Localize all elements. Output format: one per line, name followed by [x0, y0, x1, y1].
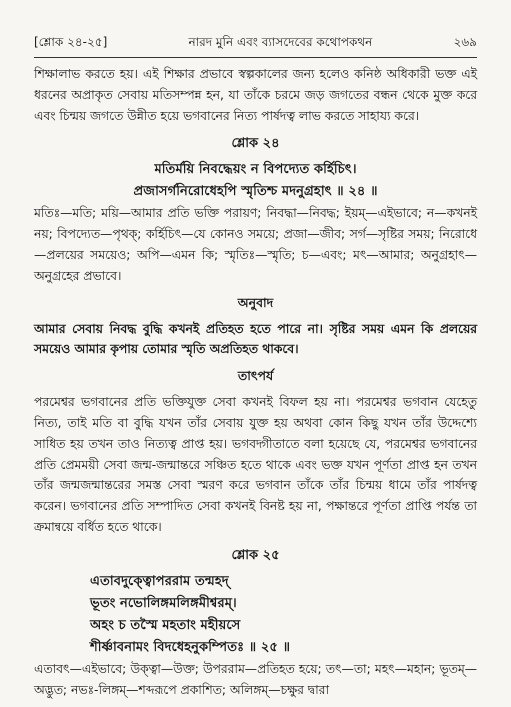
page-number: ২৬৯: [453, 35, 477, 49]
running-header: [34, 34, 477, 58]
verse-25-line-4: শীর্ষ্ণাবনামং বিদধেহনুকম্পিতঃ ॥ ২৫ ॥: [90, 639, 291, 655]
verse-24-title: শ্লোক ২৪: [231, 136, 280, 152]
intro-paragraph: শিক্ষালাভ করতে হয়। এই শিক্ষার প্রভাবে স্বল্পকালের জন্য হলেও কনিষ্ঠ অধিকারী ভক্ত এই ধরনের অপ্রাকৃত সেবায় মতিসম্পন্ন হন, যা তাঁকে চরমে জড় জগতের বন্ধন থেকে মুক্ত করে এবং চিন্ময় জগতে উন্নীত হয়ে ভগবানের নিত্য পার্ষদত্ব লাভ করতে সাহায্য করে।: [34, 67, 477, 123]
verse-25-line-1: এতাবদুক্ত্বোপররাম তন্মহদ্: [90, 573, 229, 589]
verse-25-line-3: অহং চ তস্মৈ মহতাং মহীয়সে: [90, 617, 241, 633]
header-chapter-title: নারদ মুনি এবং ব্যাসদেবের কথোপকথন: [188, 35, 373, 49]
verse-24-line-1: মতির্ময়ি নিবদ্ধেয়ং ন বিপদ্যেত কর্হিচিৎ।: [154, 162, 357, 178]
header-verse-range: [শ্লোক ২৪-২৫]: [34, 35, 108, 49]
verse-24-line-2: প্রজাসর্গনিরোধেহপি স্মৃতিশ্চ মদনুগ্রহাৎ ॥ ২৪ ॥: [133, 184, 378, 200]
verse-25-line-2: ভূতং নভোলিঙ্গমলিঙ্গমীশ্বরম্।: [90, 595, 237, 611]
verse-24-synonyms: মতিঃ—মতি; ময়ি—আমার প্রতি ভক্তি পরায়ণ; নিবদ্ধা—নিবদ্ধ; ইয়ম্—এইভাবে; ন—কখনই নয়; বিপদ্যেত—পৃথক্; কর্হিচিৎ—যে কোনও সময়ে; প্রজা—জীব; সর্গ—সৃষ্টির সময়; নিরোধে—প্রলয়ের সময়েও; অপি—এমন কি; স্মৃতিঃ—স্মৃতি; চ—এবং; মৎ—আমার; অনুগ্রহাৎ—অনুগ্রহের প্রভাবে।: [34, 206, 477, 283]
verse-24-purport: পরমেশ্বর ভগবানের প্রতি ভক্তিযুক্ত সেবা কখনই বিফল হয় না। পরমেশ্বর ভগবান যেহেতু নিত্য, তাই মতি বা বুদ্ধি যখন তাঁর সেবায় যুক্ত হয় অথবা কোন কিছু যখন তাঁর উদ্দেশ্যে সাধিত হয় তখন তাও নিত্যত্ব প্রাপ্ত হয়। ভগবদ্গীতাতে বলা হয়েছে যে, পরমেশ্বর ভগবানের প্রতি প্রেমময়ী সেবা জন্ম-জন্মান্তরে সঞ্চিত হতে থাকে এবং ভক্ত যখন পূর্ণতা প্রাপ্ত হন তখন তাঁর জন্মজন্মান্তরের সমস্ত সেবা স্মরণ করে ভগবান তাঁকে তাঁর চিন্ময় ধামে তাঁর পার্ষদত্ব করেন। ভগবানের প্রতি সম্পাদিত সেবা কখনই বিনষ্ট হয় না, পক্ষান্তরে পূর্ণতা প্রাপ্তি পর্যন্ত তা ক্রমান্বয়ে বর্ধিত হতে থাকে।: [34, 395, 477, 534]
verse-25-title: শ্লোক ২৫: [231, 547, 280, 563]
verse-24-translation: আমার সেবায় নিবদ্ধ বুদ্ধি কখনই প্রতিহত হতে পারে না। সৃষ্টির সময় এমন কি প্রলয়ের সময়েও আমার কৃপায় তোমার স্মৃতি অপ্রতিহত থাকবে।: [34, 321, 477, 357]
purport-heading: তাৎপর্য: [237, 368, 274, 384]
page-content: [34, 64, 477, 700]
verse-25-synonyms: এতাবৎ—এইভাবে; উক্ত্বা—উক্ত; উপররাম—প্রতিহত হয়ে; তৎ—তা; মহৎ—মহান; ভূতম্—অদ্ভুত; নভঃ-লিঙ্গম্—শব্দরূপে প্রকাশিত; অলিঙ্গম্—চক্ষুর দ্বারা: [34, 661, 477, 697]
translation-heading: অনুবাদ: [237, 294, 274, 310]
